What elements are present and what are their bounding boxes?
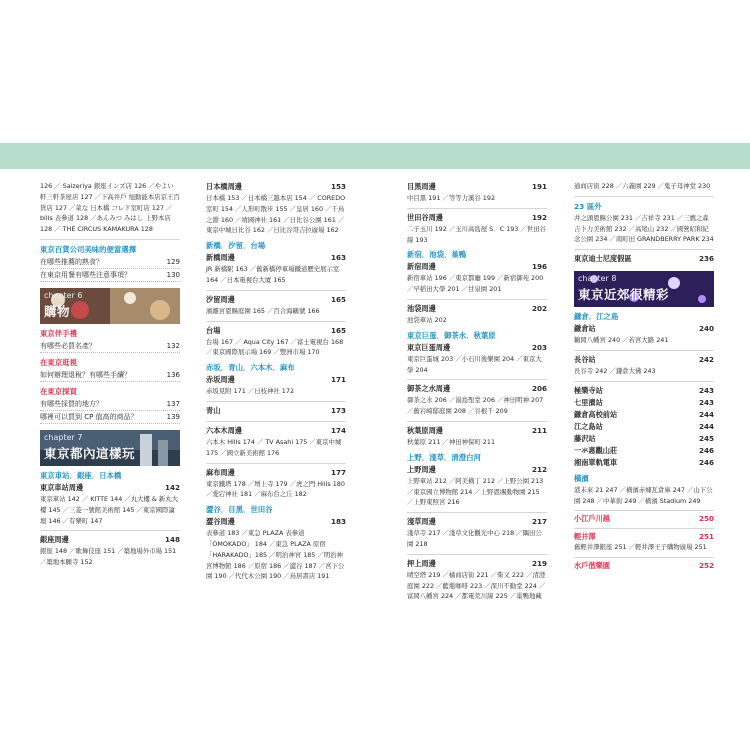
- section-title: 東京百貨公司美味的便當選擇: [40, 244, 137, 254]
- chapter-title: 東京近郊很精彩: [578, 287, 670, 303]
- toc-entry[interactable]: 新橋周邊 163: [206, 253, 346, 263]
- entry-detail: 長谷寺 242 ／鎌倉大佛 243: [574, 366, 656, 375]
- divider: [407, 554, 547, 555]
- toc-entry[interactable]: 輕井澤 251: [574, 532, 714, 542]
- toc-entry[interactable]: 長谷站 242: [574, 354, 714, 364]
- divider: [40, 239, 180, 240]
- toc-entry[interactable]: 哪裡可以買到 CP 值高的商品？ 139: [40, 411, 180, 424]
- divider: [407, 379, 547, 380]
- toc-entry[interactable]: 鎌倉高校前站 244: [574, 409, 714, 419]
- toc-entry[interactable]: 江之島站 244: [574, 421, 714, 431]
- toc-entry[interactable]: 六本木周邊 174: [206, 425, 346, 435]
- toc-entry[interactable]: 秋葉原周邊 211: [407, 425, 547, 435]
- toc-entry[interactable]: 押上周邊 219: [407, 558, 547, 568]
- section-title: 東京巨蛋．御茶水．秋葉原: [407, 330, 496, 340]
- toc-entry[interactable]: 青山 173: [206, 405, 346, 415]
- section-title: 東京車站．銀座．日本橋: [40, 470, 122, 480]
- divider: [206, 421, 346, 422]
- toc-entry[interactable]: 御茶之水周邊 206: [407, 384, 547, 394]
- entry-detail: 126 ／ Saizeriya 銀座インズ店 126 ／やよい軒三軒茶屋店 127 ／下高井戶 旭動能本店京王百貨店 127 ／菜な 日本橋 コレド室町店 127 ／ bills 表參道 128 ／あんみつ みはし 上野本店 128 ／ THE CIRCUS KAMAKURA 128: [40, 182, 180, 234]
- divider: [574, 249, 714, 250]
- chapter-6-banner: [40, 288, 180, 324]
- divider: [574, 528, 714, 529]
- section-title: 東京伴手禮: [40, 328, 77, 338]
- divider: [574, 350, 714, 351]
- divider: [206, 463, 346, 464]
- entry-detail: 通商店街 228 ／六義園 229 ／鬼子母神堂 230: [574, 182, 711, 190]
- section-title: 在東京逛視: [40, 357, 77, 367]
- toc-column-4: [574, 181, 714, 571]
- divider: [407, 299, 547, 300]
- entry-detail: 東京車站 142 ／ KITTE 144 ／丸大樓 & 新丸大樓 145 ／三菱一號館美術館 145 ／東京國際論壇 146 ／有樂町 147: [40, 494, 179, 525]
- toc-column-2: [206, 181, 346, 585]
- toc-entry[interactable]: 東京巨蛋周邊 203: [407, 342, 547, 352]
- chapter-label: chapter 7: [44, 432, 83, 442]
- entry-detail: 銀座 148 ／歌舞伎座 151 ／築地場外市場 151 ／築地本願寺 152: [40, 547, 177, 567]
- toc-entry[interactable]: 七里濱站 243: [574, 397, 714, 407]
- entry-detail: 中目黑 191 ／等等力溪谷 192: [407, 194, 496, 202]
- entry-detail: 東京鐵塔 178 ／增上寺 179 ／虎之門 Hills 180 ／愛宕神社 181 ／麻布台之丘 182: [206, 479, 345, 499]
- entry-detail: 上野車站 212 ／阿美橫丁 212 ／上野公園 213 ／東京國立博物館 214 ／上野恩賜動物園 215 ／上野東照宮 216: [407, 476, 544, 507]
- entry-detail: 御茶之水 206 ／湯島聖堂 206 ／神田明神 207 ／舊岩崎邸庭園 208 ／谷根千 209: [407, 396, 544, 416]
- header-band: [0, 143, 750, 169]
- divider: [206, 321, 346, 322]
- toc-entry[interactable]: 銀座周邊 148: [40, 535, 180, 545]
- toc-entry[interactable]: 極樂寺站 243: [574, 385, 714, 395]
- toc-entry[interactable]: 鎌倉站 240: [574, 324, 714, 334]
- entry-detail: 六本木 Hills 174 ／ TV Asahi 175 ／東京中城 175 ／國立新美術館 176: [206, 437, 342, 457]
- toc-entry[interactable]: 有哪些採買的地方？ 137: [40, 398, 180, 411]
- toc-entry[interactable]: 東京車站周邊 142: [40, 482, 180, 492]
- toc-entry[interactable]: 藤沢站 245: [574, 433, 714, 443]
- divider: [206, 401, 346, 402]
- entry-detail: 舊輕井澤銀座 251 ／輕井澤王子購物廣場 251: [574, 543, 707, 552]
- toc-column-3: [407, 181, 547, 605]
- entry-detail: 井之頭恩賜公園 231 ／吉祥寺 231 ／三鷹之森吉卜力美術館 232 ／高尾山 232 ／國營昭和紀念公園 234 ／南町田 GRANDBERRY PARK 234: [574, 213, 714, 244]
- divider: [407, 208, 547, 209]
- toc-entry[interactable]: 如何辦理退稅？有哪些手續？ 136: [40, 369, 180, 382]
- divider: [574, 381, 714, 382]
- toc-entry[interactable]: 世田谷周邊 192: [407, 212, 547, 222]
- toc-entry[interactable]: 小江戶川越 250: [574, 514, 714, 524]
- toc-entry[interactable]: 澀谷周邊 183: [206, 517, 346, 527]
- toc-column-1: [40, 181, 180, 571]
- toc-entry[interactable]: 池袋周邊 202: [407, 303, 547, 313]
- toc-entry[interactable]: 一氺惠觀山莊 246: [574, 445, 714, 455]
- chapter-label: chapter 6: [44, 290, 83, 300]
- toc-entry[interactable]: 在哪些推薦的熟食？ 129: [40, 256, 180, 269]
- section-title: 上野．淺草．清澄白河: [407, 452, 481, 462]
- section-title: 澀谷．目黑．世田谷: [206, 505, 273, 515]
- toc-entry[interactable]: 上野周邊 212: [407, 464, 547, 474]
- toc-entry[interactable]: 赤坂周邊 171: [206, 375, 346, 385]
- divider: [574, 196, 714, 197]
- divider: [574, 557, 714, 558]
- entry-detail: 東京巨蛋城 203 ／小石川後樂園 204 ／東京大學 204: [407, 354, 542, 374]
- entry-detail: 表參道 183 ／東急 PLAZA 表參道「OMOKADO」 184 ／東急 PLAZA 原宿「HARAKADO」185 ／明治神宮 185 ／明治神宮博物館 186 ／原宿 186 ／澀谷 187 ／宮下公園 190 ／代代木公園 190 ／鳥居書店 191: [206, 529, 345, 581]
- entry-detail: 濱離宮恩賜庭園 165 ／百合海鷗號 166: [206, 306, 320, 315]
- divider: [206, 290, 346, 291]
- entry-detail: 新宿車站 196 ／東京都廳 199 ／新宿御苑 200 ／早稻田大學 201 ／甘泉園 201: [407, 274, 544, 294]
- entry-detail: 二子玉川 192 ／玉川高島屋 S．C 193 ／世田谷線 193: [407, 224, 546, 244]
- entry-detail: 赤坂見附 171 ／日枝神社 172: [206, 387, 295, 396]
- entry-detail: 日本橋 153 ／日本橋三越本店 154 ／ COREDO 室町 154 ／人形町散步 155 ／皇居 160 ／千鳥之淵 160 ／靖國神社 161 ／日比谷公園 161 ／東京中城日比谷 162 ／日比谷哥吉拉廣場 162: [206, 194, 346, 235]
- toc-entry[interactable]: 新宿周邊 196: [407, 262, 547, 272]
- entry-detail: 台場 167 ／ Aqua City 167 ／富士電視台 168 ／東京國際展示場 169 ／豐洲市場 170: [206, 337, 344, 357]
- chapter-7-banner: [40, 430, 180, 466]
- toc-entry[interactable]: 台場 165: [206, 325, 346, 335]
- entry-detail: 池袋車站 202: [407, 315, 447, 324]
- entry-detail: 晴空塔 219 ／橘商店街 221 ／柴又 222 ／清澄庭園 222 ／藍瓶咖啡 223 ／深川不動堂 224 ／富岡八幡宮 224 ／都電荒川線 225 ／巢鴨地藏: [407, 570, 546, 601]
- section-title: 赤坂．青山．六本木．麻布: [206, 363, 295, 373]
- toc-entry[interactable]: 在東京用餐有哪些注意事項？ 130: [40, 269, 180, 282]
- toc-entry[interactable]: 有哪些必買名產？ 132: [40, 340, 180, 353]
- toc-entry[interactable]: 淺草周邊 217: [407, 517, 547, 527]
- divider: [407, 512, 547, 513]
- toc-entry[interactable]: 日本橋周邊 153: [206, 182, 346, 191]
- toc-entry[interactable]: 湘南單軌電車 246: [574, 457, 714, 467]
- divider: [574, 510, 714, 511]
- chapter-8-banner: [574, 271, 714, 307]
- divider: [40, 530, 180, 531]
- section-title: 橫濱: [574, 473, 589, 483]
- chapter-label: chapter 8: [578, 274, 617, 284]
- section-title: 23 區外: [574, 201, 602, 211]
- divider: [407, 421, 547, 422]
- section-title: 新橋．汐留．台場: [206, 241, 266, 251]
- entry-detail: 淺草寺 217 ／淺草文化觀光中心 218 ／隅田公園 218: [407, 529, 542, 548]
- toc-entry[interactable]: 目黑周邊 191: [407, 182, 547, 191]
- toc-entry[interactable]: 汐留周邊 165: [206, 294, 346, 304]
- entry-detail: 鶴岡八幡宮 240 ／若宮大路 241: [574, 336, 669, 345]
- entry-detail: JR 新橋駅 163 ／舊新橋停車場鐵道歷史展示室 164 ／日本電視台大廈 165: [206, 265, 340, 284]
- entry-detail: 秋葉原 211 ／神田神保町 211: [407, 437, 496, 446]
- entry-detail: 港未來 21 247 ／橫濱赤煉瓦倉庫 247 ／山下公園 248 ／中華街 249 ／橫濱 Stadium 249: [574, 485, 713, 505]
- section-title: 新宿．池袋．巢鴨: [407, 250, 467, 260]
- toc-entry[interactable]: 水戶偕樂園 252: [574, 561, 714, 571]
- chapter-title: 購物: [44, 303, 71, 319]
- section-title: 鎌倉．江之島: [574, 312, 619, 322]
- chapter-title: 東京都內這樣玩: [44, 445, 136, 461]
- toc-entry[interactable]: 東京迪士尼度假區 236: [574, 254, 714, 264]
- section-title: 在東京採買: [40, 386, 77, 396]
- toc-entry[interactable]: 麻布周邊 177: [206, 467, 346, 477]
